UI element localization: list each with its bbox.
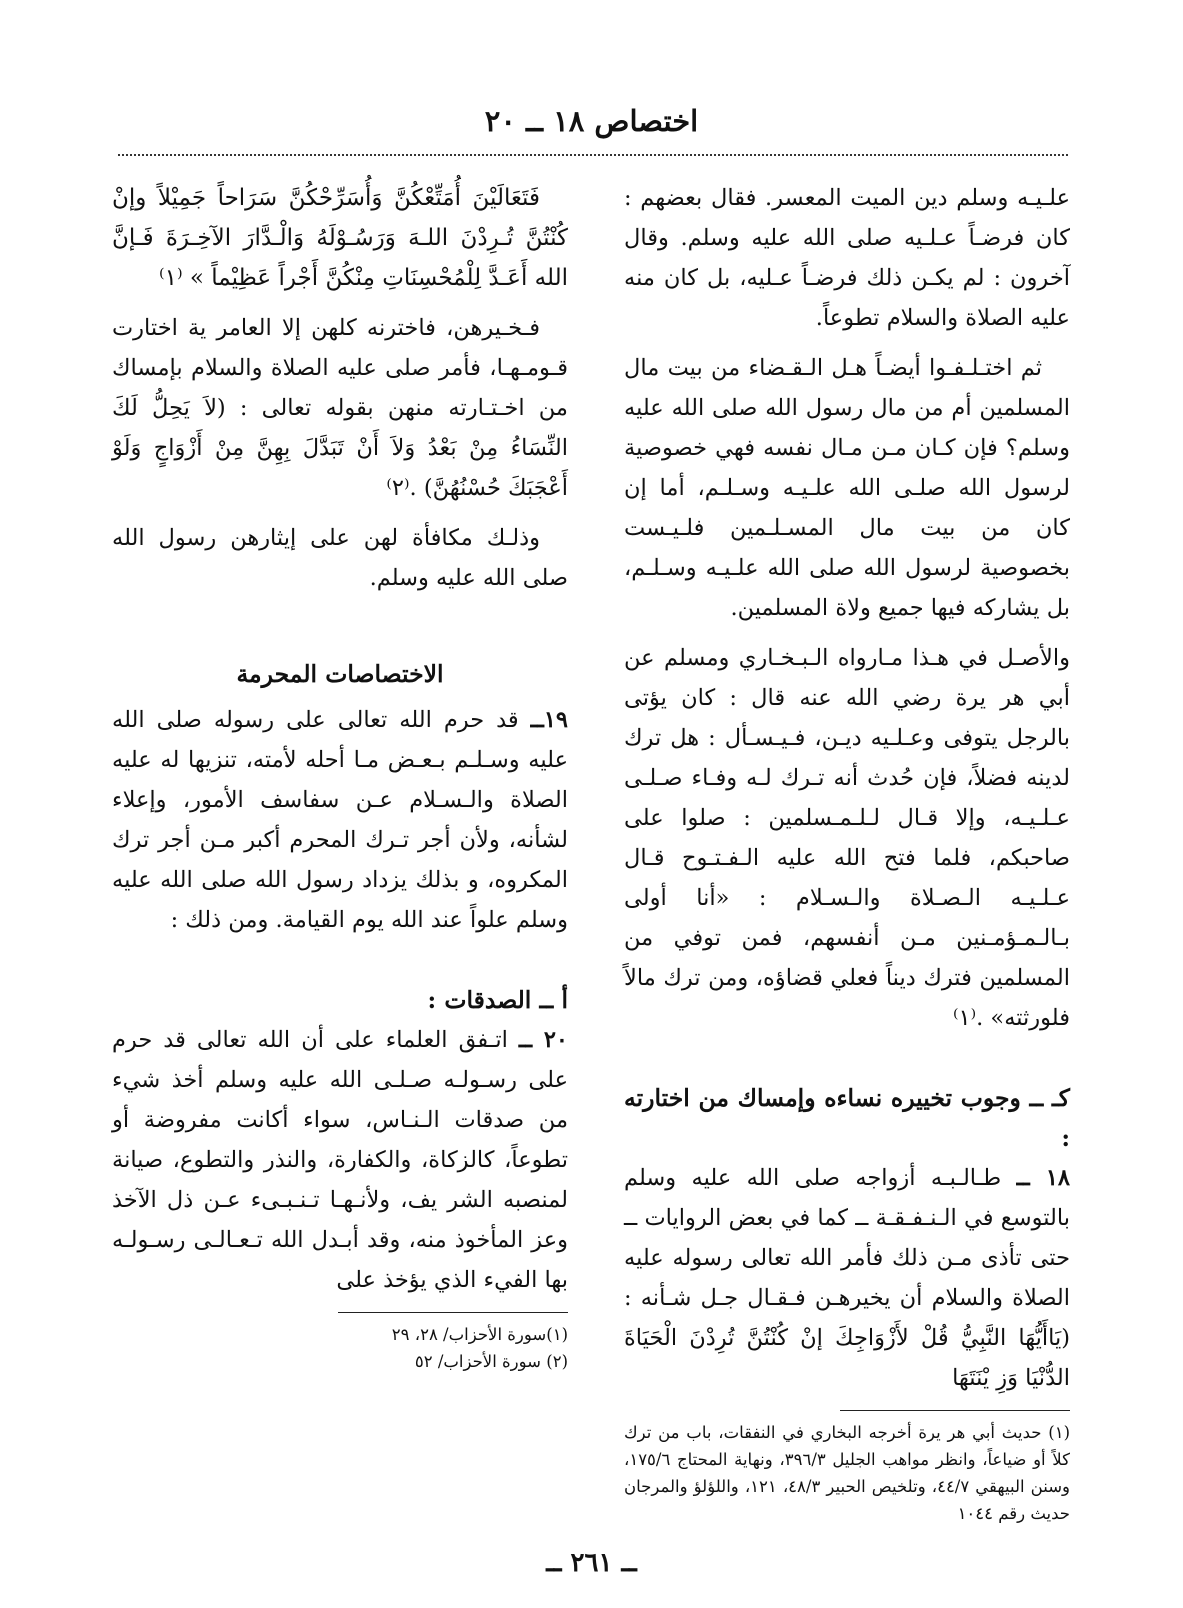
footnote: (١)سورة الأحزاب/ ٢٨، ٢٩ — [391, 1325, 568, 1344]
footnotes — [624, 1419, 1070, 1527]
page-number: ــ ٢٦١ ــ — [546, 1548, 637, 1578]
paragraph: والأصـل في هـذا مـاروا‌ه الـبـخـاري ومسلم عن أبي هر يرة رضي الله عنه قال : كان يؤتى بالرجل يتوفى وعـلـيه ديـن، فـيـسـأل : هل ترك لدينه فضلاً، فإن حُدث أنه تـرك لـه وفـاء صـلـى عـلـيـه، وإلا قـال لـلـمـسلمين : صلوا على صاحبكم، فلما فتح الله عليه الـفـتـوح قـال عـلـيـه الـصـلاة والـسـلام : «أنا أولى بـالـمـؤمـنين مـن أنفسهم، فمن توفي من المسلمين فترك ديناً فعلي قضاؤه، ومن ترك مالاً فلورثته» .⁽١⁾ — [624, 645, 1070, 1031]
footnote-rule — [338, 1312, 568, 1313]
section-heading: الاختصاصات المحرمة — [236, 660, 444, 688]
paragraph-number: ١٩ــ — [530, 707, 568, 733]
left-column — [112, 178, 568, 1375]
paragraph-number: ٢٠ ــ — [518, 1027, 568, 1053]
footnote: (٢) سورة الأحزاب/ ٥٢ — [414, 1352, 568, 1371]
right-column — [624, 178, 1070, 1527]
paragraph: وذلـك مكافأة لهن على إيثارهن رسول الله صلى الله عليه وسلم. — [112, 525, 568, 591]
paragraph — [112, 1020, 568, 1300]
paragraph: فـخـيرهن، فاخترنه كلهن إلا العامر ية اختارت قـومـهـا، فأمر صلى عليه الصلاة والسلام بإمساك من اخـتـارته منهن بقوله تعالى : (لاَ يَحِلُّ لَكَ النِّسَاءُ مِنْ بَعْدُ وَلاَ أَنْ تَبَدَّلَ بِهِنَّ مِنْ أَزْوَاجٍ وَلَوْ أَعْجَبَكَ حُسْنُهُنَّ) .⁽٢⁾ — [112, 315, 568, 501]
footnote-rule — [840, 1410, 1070, 1411]
paragraph-number: ١٨ ــ — [1016, 1165, 1070, 1191]
header-dotted-rule — [118, 154, 1068, 156]
paragraph-text: قد حرم الله تعالى على رسوله صلى الله عليه وسـلـم بـعـض مـا أحله لأمته، تنزيها له عليه الصلاة والـسـلام عـن سفاسف الأمور، وإعلاء لشأنه، ولأن أجر تـرك المحرم أكبر مـن أجر ترك المكروه، و بذلك يزداد رسول الله صلى الله عليه وسلم علواً عند الله يوم القيامة. ومن ذلك : — [112, 707, 568, 933]
footnotes — [112, 1321, 568, 1375]
paragraph — [624, 1158, 1070, 1398]
paragraph-text: اتـفق العلماء على أن الله تعالى قد حرم على رسـولـه صـلـى الله عليه وسلم أخذ شيء من صدقات الـنـاس، سواء أكانت مفروضة أو تطوعاً، كالزكاة، والكفارة، والنذر والتطوع، صيانة لمنصبه الشر يف، ولأنـهـا تـنـبـىء عـن ذل الآخذ وعز المأخوذ منه، وقد أبـدل الله تـعـالـى رسـولـه بها الفيء الذي يؤخذ على — [112, 1027, 568, 1293]
running-header-title: اختصاص ١٨ ــ ٢٠ — [484, 104, 699, 138]
paragraph-text: طـالـبـه أزواجه صلى الله عليه وسلم بالتوسع في الـنـفـقـة ــ كما في بعض الروايات ــ حتى تأذى مـن ذلك فأمر الله تعالى رسوله عليه الصلاة والسلام أن يخيرهـن فـقـال جـل شـأنه : (يَاأَيُّهَا النَّبِيُّ قُلْ لأَزْوَاجِكَ إنْ كُنْتُنَّ تُرِدْنَ الْحَيَاةَ الدُّنْيَا وَزِ يْنَتَهَا — [624, 1165, 1070, 1391]
quran-verse: فَتَعَالَيْنَ أُمَتِّعْكُنَّ وَأُسَرِّحْكُنَّ سَرَاحاً جَمِيْلاً وإنْ كُنْتُنَّ تُـرِدْنَ اللـهَ وَرَسُـوْلَهُ وَالْـدَّارَ الآخِـرَةَ فَـإنَّ الله أَعَـدَّ لِلْمُحْسِنَاتِ مِنْكُنَّ أَجْراً عَظِيْماً » ⁽١⁾ — [112, 185, 568, 291]
footnote: (١) حديث أبي هر يرة أخرجه البخاري في النفقات، باب من ترك كلاً أو ضياعاً، وانظر مواهب الجليل ٣٩٦/٣، ونهاية المحتاج ١٧٥/٦، وسنن البيهقي ٤٤/٧، وتلخيص الحبير ٤٨/٣، ١٢١، واللؤلؤ والمرجان حديث رقم ١٠٤٤ — [624, 1423, 1070, 1523]
paragraph: علـيـه وسلم دين الميت المعسر. فقال بعضهم : كان فرضـاً عـلـيه صلى الله عليه وسلم. وقال آخرون : لم يكـن ذلك فرضـاً عـليه، بل كان منه عليه الصلاة والسلام تطوعاً. — [624, 185, 1070, 331]
paragraph: ثم اختـلـفـوا أيضـاً هـل الـقـضاء من بيت مال المسلمين أم من مال رسول الله صلى الله عليه وسلم؟ فإن كـان مـن مـال نفسه فهي خصوصية لرسول الله صلـى الله علـيـه وسـلـم، أما إن كان من بيت مال المسـلـمين فلـيـست بخصوصية لرسول الله صلى الله علـيـه وسـلـم، بل يشاركه فيها جميع ولاة المسلمين. — [624, 355, 1070, 621]
section-heading: كـ ــ وجوب تخييره نساءه وإمساك من اختارته : — [624, 1084, 1070, 1152]
paragraph — [112, 700, 568, 940]
subsection-heading: أ ــ الصدقات : — [427, 986, 568, 1014]
